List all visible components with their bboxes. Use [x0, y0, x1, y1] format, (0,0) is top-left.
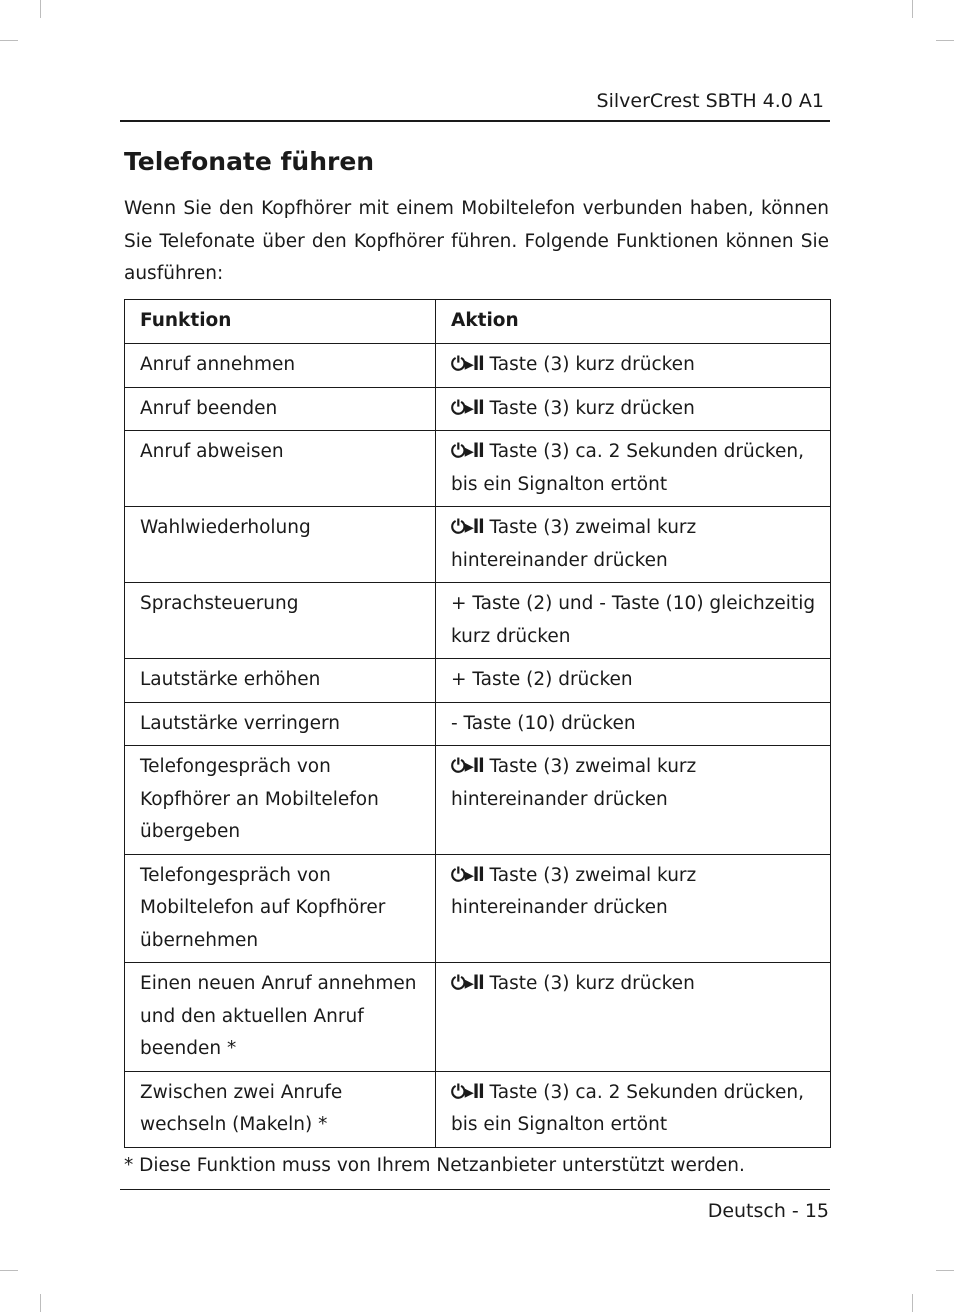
action-cell [436, 387, 831, 431]
footnote: * Diese Funktion muss von Ihrem Netzanbieter unterstützt werden. [124, 1155, 745, 1176]
table-row [125, 583, 831, 659]
table-header-row [125, 300, 831, 344]
table-row [125, 854, 831, 963]
action-cell [436, 1071, 831, 1147]
crop-mark [912, 0, 913, 18]
table-row [125, 1071, 831, 1147]
column-header-function: Funktion [125, 300, 436, 344]
section-title: Telefonate führen [124, 147, 375, 176]
crop-mark [0, 1270, 18, 1271]
action-text: Taste (3) zweimal kurz hintereinander drücken [451, 864, 697, 918]
action-text: + Taste (2) und - Taste (10) gleichzeitig kurz drücken [451, 593, 816, 647]
crop-mark [936, 40, 954, 41]
action-cell [436, 854, 831, 963]
crop-mark [40, 1294, 41, 1312]
action-cell [436, 431, 831, 507]
function-cell: Wahlwiederholung [125, 507, 436, 583]
function-cell: Anruf abweisen [125, 431, 436, 507]
power-play-pause-icon: ⏻▸ll [451, 864, 484, 886]
action-text: Taste (3) ca. 2 Sekunden drücken, bis ein Signalton ertönt [451, 1081, 804, 1135]
crop-mark [40, 0, 41, 18]
column-header-action: Aktion [436, 300, 831, 344]
action-text: + Taste (2) drücken [451, 669, 633, 690]
action-cell [436, 507, 831, 583]
function-cell: Lautstärke verringern [125, 702, 436, 746]
power-play-pause-icon: ⏻▸ll [451, 441, 484, 462]
function-cell: Lautstärke erhöhen [125, 659, 436, 703]
action-text: Taste (3) kurz drücken [489, 397, 695, 419]
table-row [125, 431, 831, 507]
table-row [125, 746, 831, 855]
function-table [124, 299, 831, 1148]
function-cell: Zwischen zwei Anrufe wechseln (Makeln) * [125, 1071, 436, 1147]
running-header: SilverCrest SBTH 4.0 A1 [596, 90, 824, 112]
action-text: Taste (3) kurz drücken [489, 973, 695, 994]
action-text: - Taste (10) drücken [451, 712, 636, 734]
table-row [125, 659, 831, 703]
function-cell: Anruf beenden [125, 387, 436, 431]
table-row [125, 963, 831, 1072]
table-row [125, 344, 831, 388]
function-cell: Einen neuen Anruf annehmen und den aktuellen Anruf beenden * [125, 963, 436, 1072]
function-cell: Telefongespräch von Kopfhörer an Mobiltelefon übergeben [125, 746, 436, 855]
crop-mark [936, 1270, 954, 1271]
table-row [125, 507, 831, 583]
table-row [125, 702, 831, 746]
action-cell [436, 659, 831, 703]
action-cell [436, 344, 831, 388]
action-text: Taste (3) zweimal kurz hintereinander drücken [451, 517, 697, 571]
function-cell: Telefongespräch von Mobiltelefon auf Kopfhörer übernehmen [125, 854, 436, 963]
crop-mark [0, 40, 18, 41]
power-play-pause-icon: ⏻▸ll [451, 517, 484, 538]
function-cell: Sprachsteuerung [125, 583, 436, 659]
action-cell [436, 583, 831, 659]
action-cell [436, 746, 831, 855]
power-play-pause-icon: ⏻▸ll [451, 354, 484, 375]
crop-mark [912, 1294, 913, 1312]
intro-paragraph: Wenn Sie den Kopfhörer mit einem Mobiltelefon verbunden haben, können Sie Telefonate über den Kopfhörer führen. Folgende Funktionen können Sie ausführen: [124, 198, 829, 284]
table-row [125, 387, 831, 431]
action-cell [436, 963, 831, 1072]
action-text: Taste (3) kurz drücken [489, 354, 695, 375]
power-play-pause-icon: ⏻▸ll [451, 397, 484, 419]
action-text: Taste (3) ca. 2 Sekunden drücken, bis ein Signalton ertönt [451, 441, 804, 495]
page-number: Deutsch - 15 [707, 1200, 829, 1222]
action-cell [436, 702, 831, 746]
power-play-pause-icon: ⏻▸ll [451, 1081, 484, 1103]
footer-rule [120, 1189, 830, 1190]
power-play-pause-icon: ⏻▸ll [451, 756, 484, 777]
table-body [125, 344, 831, 1148]
header-rule [120, 120, 830, 122]
function-cell: Anruf annehmen [125, 344, 436, 388]
action-text: Taste (3) zweimal kurz hintereinander drücken [451, 756, 697, 810]
power-play-pause-icon: ⏻▸ll [451, 973, 484, 994]
